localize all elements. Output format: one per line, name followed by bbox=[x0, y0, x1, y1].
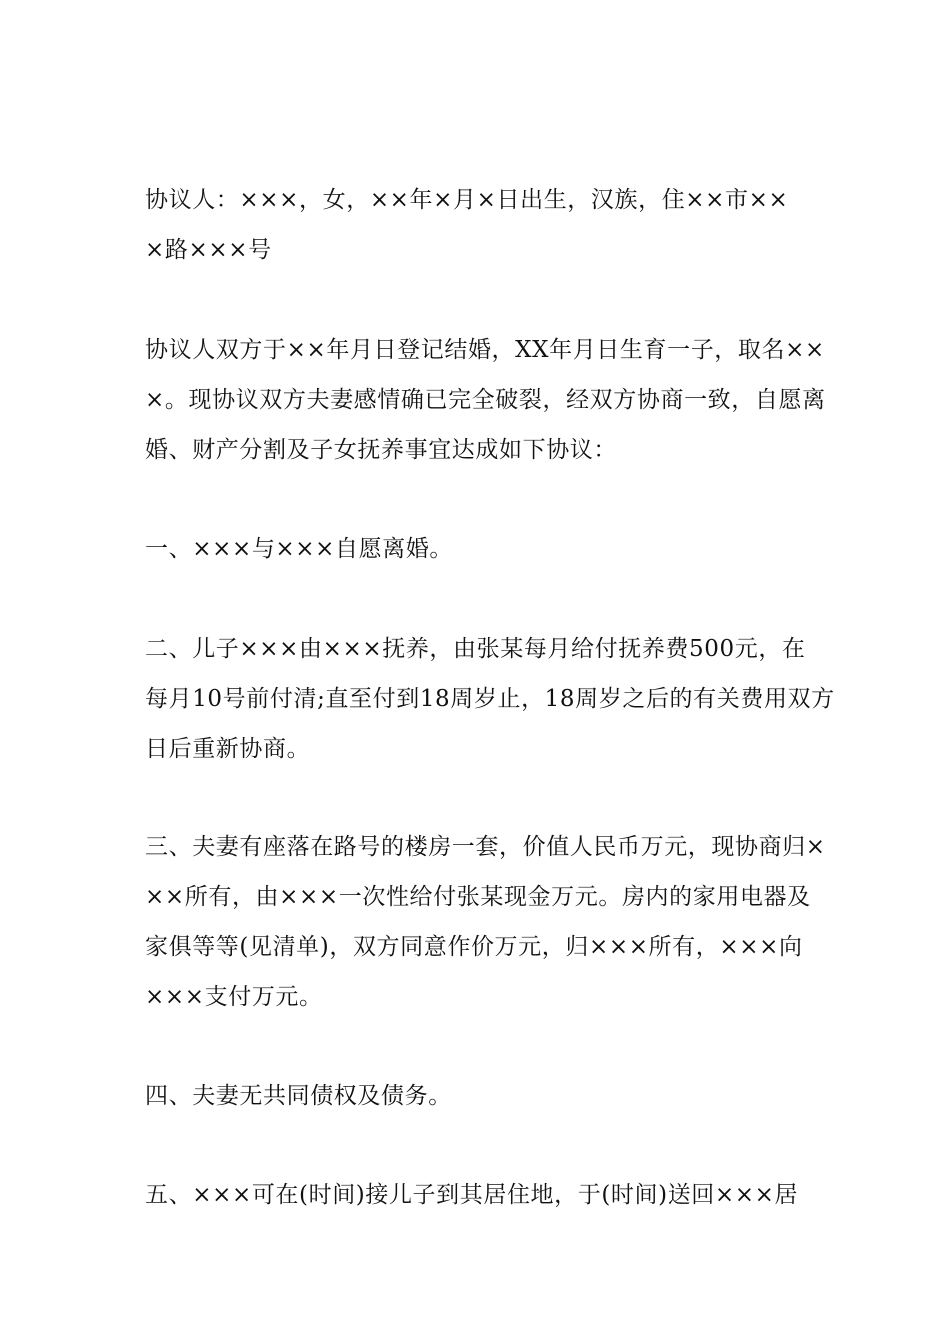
text-line: ×。现协议双方夫妻感情确已完全破裂，经双方协商一致，自愿离 bbox=[145, 387, 826, 413]
text-line: 三、夫妻有座落在路号的楼房一套，价值人民币万元，现协商归× bbox=[145, 834, 826, 860]
clause-4-paragraph bbox=[145, 1071, 815, 1121]
text-line: 协议人双方于××年月日登记结婚，XX年月日生育一子，取名×× bbox=[145, 337, 825, 363]
clause-3-paragraph bbox=[145, 822, 826, 1022]
clause-2-paragraph bbox=[145, 624, 835, 774]
text-line: 日后重新协商。 bbox=[145, 736, 311, 762]
text-line: 四、夫妻无共同债权及债务。 bbox=[145, 1083, 452, 1109]
clause-5-paragraph bbox=[145, 1170, 815, 1220]
text-line: ×××支付万元。 bbox=[145, 984, 323, 1010]
preamble-paragraph bbox=[145, 325, 826, 475]
text-line: 二、儿子×××由×××抚养，由张某每月给付抚养费500元，在 bbox=[145, 636, 806, 662]
text-line: 五、×××可在(时间)接儿子到其居住地，于(时间)送回×××居 bbox=[145, 1182, 799, 1208]
text-line: ×路×××号 bbox=[145, 237, 272, 263]
text-line: 每月10号前付清;直至付到18周岁止，18周岁之后的有关费用双方 bbox=[145, 686, 835, 712]
text-line: 家俱等等(见清单)，双方同意作价万元，归×××所有，×××向 bbox=[145, 934, 803, 960]
party-paragraph bbox=[145, 175, 815, 275]
text-line: 婚、财产分割及子女抚养事宜达成如下协议： bbox=[145, 437, 617, 463]
text-line: 协议人：×××，女，××年×月×日出生，汉族，住××市×× bbox=[145, 187, 789, 213]
text-line: ××所有，由×××一次性给付张某现金万元。房内的家用电器及 bbox=[145, 884, 811, 910]
clause-1-paragraph bbox=[145, 524, 815, 574]
text-line: 一、×××与×××自愿离婚。 bbox=[145, 536, 454, 562]
